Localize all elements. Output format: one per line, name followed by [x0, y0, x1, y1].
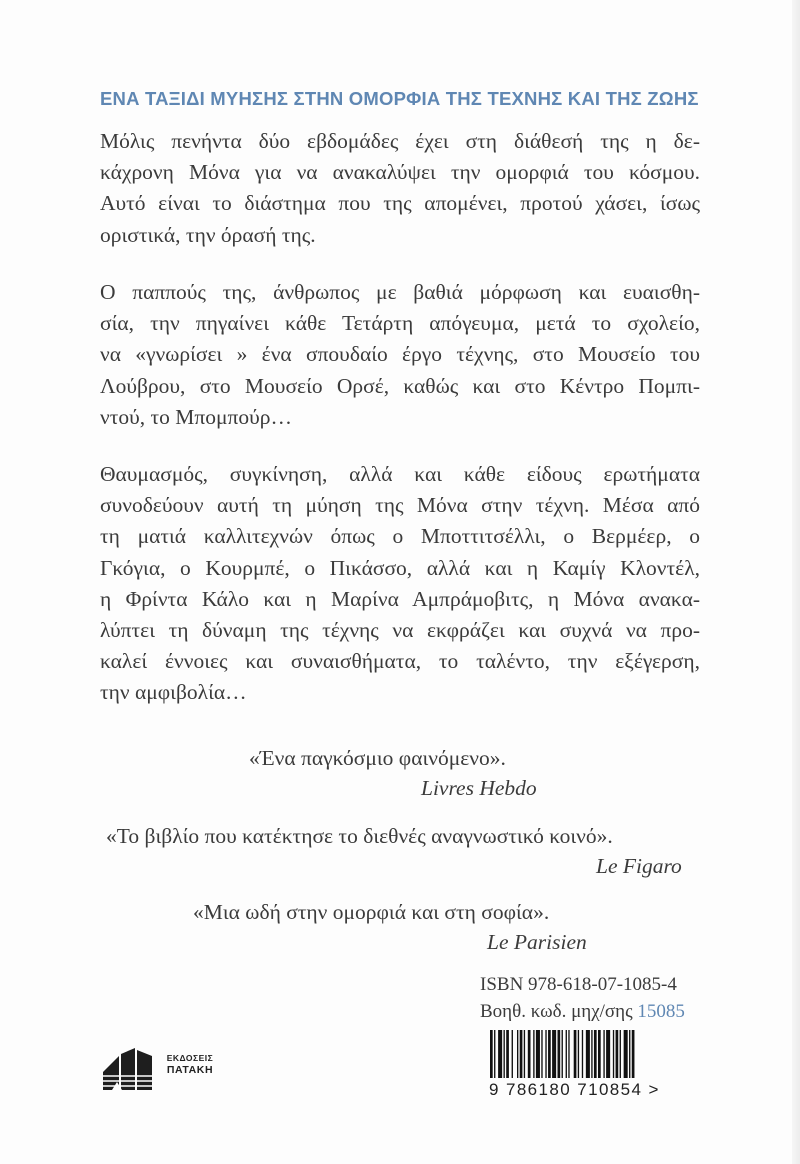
- barcode-bar: [586, 1030, 590, 1078]
- paragraph-line: Γκόγια, ο Κουρμπέ, ο Πικάσσο, αλλά και η Καμίγ Κλοντέλ,: [100, 555, 700, 580]
- barcode-bar: [566, 1030, 567, 1078]
- barcode-bar: [632, 1030, 635, 1078]
- barcode-bar: [616, 1030, 619, 1078]
- barcode-bar: [524, 1030, 525, 1078]
- barcode-bar: [591, 1030, 592, 1078]
- paragraph-line: λύπτει τη δύναμη της τέχνης να εκφράζει και συχνά να προ-: [100, 618, 700, 643]
- barcode-bar: [558, 1030, 561, 1078]
- paragraph-line: καλεί έννοιες και συναισθήματα, το ταλέντο, την εξέγερση,: [100, 649, 700, 674]
- paragraph-line: σία, την πηγαίνει κάθε Τετάρτη απόγευμα, μετά το σχολείο,: [100, 311, 700, 336]
- paragraph-line: Λούβρου, στο Μουσείο Ορσέ, καθώς και στο Κέντρο Πομπι-: [100, 373, 700, 398]
- barcode-bar: [528, 1030, 531, 1078]
- press-quote-3: «Μια ωδή στην ομορφιά και στη σοφία».: [193, 900, 550, 924]
- barcode-bar: [533, 1030, 534, 1078]
- barcode-bar: [594, 1030, 597, 1078]
- paragraph-line: κάχρονη Μόνα για να ανακαλύψει την ομορφιά του κόσμου.: [100, 160, 700, 185]
- press-quote-2: «Το βιβλίο που κατέκτησε το διεθνές αναγνωστικό κοινό».: [106, 824, 613, 848]
- barcode-bar: [552, 1030, 556, 1078]
- press-source-3: Le Parisien: [487, 930, 587, 954]
- barcode-bar: [512, 1030, 513, 1078]
- barcode-bar: [545, 1030, 546, 1078]
- paragraph-line: οριστικά, την όρασή της.: [100, 222, 316, 247]
- paragraph-line: την αμφιβολία…: [100, 680, 247, 705]
- publisher-name: [160, 1052, 220, 1076]
- barcode-bar: [498, 1030, 502, 1078]
- barcode-bar: [490, 1030, 493, 1078]
- barcode-bar: [536, 1030, 540, 1078]
- barcode-bar: [568, 1030, 569, 1078]
- isbn-number: ISBN 978-618-07-1085-4: [480, 974, 677, 995]
- press-quote-1: «Ένα παγκόσμιο φαινόμενο».: [249, 746, 506, 770]
- paragraph-line: Μόλις πενήντα δύο εβδομάδες έχει στη διάθεσή της η δε-: [100, 129, 700, 153]
- barcode-digits: 9 786180 710854 >: [489, 1080, 660, 1099]
- barcode-bar: [574, 1030, 577, 1078]
- press-source-1: Livres Hebdo: [421, 776, 537, 800]
- barcode-bar: [606, 1030, 610, 1078]
- barcode-bar: [548, 1030, 551, 1078]
- paragraph-1: [100, 126, 700, 251]
- paragraph-line: τη ματιά καλλιτεχνών όπως ο Μποττιτσέλλι, ο Βερμέερ, ο: [100, 524, 700, 549]
- publisher-line-1: ΕΚΔΟΣΕΙΣ: [166, 1053, 214, 1063]
- barcode-bar: [541, 1030, 542, 1078]
- barcode-bar: [562, 1030, 563, 1078]
- paragraph-line: να «γνωρίσει » ένα σπουδαίο έργο τέχνης, στο Μουσείο του: [100, 342, 700, 367]
- cover-heading: ΕΝΑ ΤΑΞΙΔΙ ΜΥΗΣΗΣ ΣΤΗΝ ΟΜΟΡΦΙΑ ΤΗΣ ΤΕΧΝΗΣ ΚΑΙ ΤΗΣ ΖΩΗΣ: [100, 88, 699, 109]
- paragraph-line: Αυτό είναι το διάστημα που της απομένει, προτού χάσει, ίσως: [100, 191, 700, 216]
- barcode-bar: [506, 1030, 509, 1078]
- barcode-bar: [517, 1030, 518, 1078]
- press-source-2: Le Figaro: [596, 854, 682, 878]
- paragraph-3: [100, 459, 700, 709]
- paragraph-2: [100, 277, 700, 433]
- barcode-bar: [613, 1030, 614, 1078]
- paragraph-line: Ο παππούς της, άνθρωπος με βαθιά μόρφωση και ευαισθη-: [100, 280, 700, 304]
- barcode-bar: [629, 1030, 630, 1078]
- paragraph-line: Θαυμασμός, συγκίνηση, αλλά και κάθε είδους ερωτήματα: [100, 462, 700, 486]
- barcode-bar: [603, 1030, 604, 1078]
- barcode-bar: [598, 1030, 601, 1078]
- barcode-image: [488, 1030, 694, 1078]
- paragraph-line: η Φρίντα Κάλο και η Μαρίνα Αμπράμοβιτς, η Μόνα ανακα-: [100, 586, 700, 611]
- machine-code-label: Βοηθ. κωδ. μηχ/σης: [480, 1001, 633, 1022]
- barcode-bar: [520, 1030, 523, 1078]
- barcode-bar: [582, 1030, 583, 1078]
- machine-code: [480, 1001, 685, 1023]
- publisher-line-2: ΠΑΤΑΚΗ: [166, 1064, 214, 1076]
- barcode-bar: [578, 1030, 579, 1078]
- barcode-bar: [504, 1030, 505, 1078]
- barcode-bar: [494, 1030, 495, 1078]
- barcode-bar: [620, 1030, 621, 1078]
- paragraph-line: ντού, το Μπομπούρ…: [100, 404, 292, 429]
- barcode-bar: [624, 1030, 628, 1078]
- machine-code-number: 15085: [637, 1001, 685, 1022]
- paragraph-line: συνοδεύουν αυτή τη μύηση της Μόνα στην τέχνη. Μέσα από: [100, 493, 700, 518]
